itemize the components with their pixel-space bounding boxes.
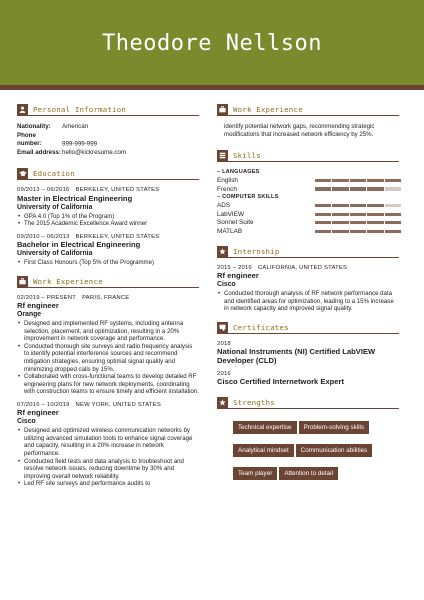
skill-row [217, 210, 399, 219]
skill-level-segment [367, 187, 383, 190]
skill-level-segment [350, 221, 366, 224]
work-role: Rf engineer [17, 301, 59, 311]
skill-level-segment [315, 213, 331, 216]
work-date: 07/2016 – 10/2019 [17, 401, 70, 408]
graduation-cap-icon [17, 168, 28, 179]
intern-company: Cisco [217, 281, 236, 289]
cert-year: 2016 [217, 370, 231, 377]
skill-level-bar [315, 230, 401, 233]
certificates-section [217, 322, 399, 387]
section-title: Internship [233, 246, 280, 256]
certificate-item [217, 341, 399, 366]
skill-level-segment [385, 179, 401, 182]
skill-level-bar [315, 179, 401, 182]
certificate-item [217, 371, 399, 387]
section-header [217, 150, 399, 162]
section-title: Education [33, 169, 75, 179]
skill-level-segment [350, 179, 366, 182]
work-company: Cisco [17, 418, 36, 426]
skill-level-segment [315, 179, 331, 182]
work-bullets [17, 320, 199, 396]
bullet-item: • Conducted thorough analysis of RF network performance data and identified areas for optimization, leading to a 15% increase in network capacity and improved signal quality. [217, 290, 399, 313]
skill-level-segment [367, 204, 383, 207]
strength-tag: Technical expertise [233, 421, 297, 434]
skill-name: English [217, 176, 238, 184]
strengths-section [217, 397, 399, 485]
skill-level-segment [367, 213, 383, 216]
edu-location: BERKELEY, UNITED STATES [75, 233, 160, 240]
edu-school: University of California [17, 203, 93, 211]
skill-name: LabVIEW [217, 210, 244, 218]
skill-level-segment [332, 187, 348, 190]
skill-level-segment [367, 221, 383, 224]
internship-section [217, 246, 399, 313]
star-icon [217, 397, 228, 408]
edu-date: 09/2013 – 06/2016 [17, 187, 70, 194]
section-header [217, 246, 399, 258]
section-header [217, 322, 399, 334]
skill-level-segment [315, 204, 331, 207]
bullet-item: • GPA 4.0 (Top 1% of the Program) [17, 213, 199, 221]
skill-level-segment [385, 204, 401, 207]
edu-degree: Bachelor in Electrical Engineering [17, 240, 141, 250]
section-title: Personal Information [33, 105, 126, 114]
section-header [217, 397, 399, 409]
section-title: Strengths [233, 398, 275, 408]
edu-location: BERKELEY, UNITED STATES [75, 187, 160, 194]
work-bullets [17, 427, 199, 488]
right-column [217, 104, 399, 485]
bullet-item: • First Class Honours (Top 5% of the Programme) [17, 259, 199, 267]
skill-name: French [217, 185, 237, 193]
intern-bullets [217, 290, 399, 313]
info-row: Email address:hello@kickresume.com [17, 148, 127, 156]
skill-name: MATLAB [217, 227, 243, 235]
skill-level-segment [385, 230, 401, 233]
work-location: NEW YORK, UNITED STATES [75, 401, 161, 408]
skill-level-segment [350, 204, 366, 207]
skill-level-segment [350, 213, 366, 216]
skill-level-bar [315, 204, 401, 207]
skill-row [217, 227, 399, 236]
work-date: 02/2019 – PRESENT [17, 294, 77, 301]
section-title: Skills [233, 151, 261, 161]
header-divider [0, 85, 424, 90]
skill-level-bar [315, 221, 401, 224]
skill-level-segment [332, 179, 348, 182]
education-section [17, 168, 199, 266]
strength-tag: Team player [233, 467, 277, 480]
skill-category: – LANGUAGES [217, 169, 260, 176]
strength-tag: Analytical mindset [233, 444, 294, 457]
skill-level-segment [332, 230, 348, 233]
certificate-icon [217, 322, 228, 333]
section-header [17, 276, 199, 288]
skill-level-segment [315, 230, 331, 233]
edu-school: University of California [17, 250, 93, 258]
work-continued-text: identify potential network gaps, recommending strategic modifications that increased network efficiency by 25%. [224, 123, 375, 138]
work-item [17, 402, 199, 488]
skill-level-segment [315, 187, 331, 190]
section-title: Work Experience [233, 105, 303, 114]
education-item [17, 234, 199, 267]
cert-name: National Instruments (NI) Certified LabVIEW Developer (CLD) [217, 347, 376, 366]
skill-level-bar [315, 213, 401, 216]
info-row: Nationality: American [17, 123, 89, 130]
edu-date: 09/2010 – 06/2013 [17, 233, 70, 240]
bullet-item: • The 2015 Academic Excellence Award winner [17, 220, 199, 228]
section-header [17, 104, 199, 116]
skills-section [217, 150, 399, 236]
skill-level-segment [332, 221, 348, 224]
person-icon [17, 104, 28, 115]
work-role: Rf engineer [17, 408, 59, 418]
star-icon [217, 246, 228, 257]
strength-tag: Attention to detail [279, 467, 338, 480]
section-header [17, 168, 199, 180]
bullet-item: • Conducted thorough site surveys and radio frequency analysis to identify potential interference sources and recommend mitigation strategies, ensuring optimal signal quality and minimizing dropped calls by 15%. [17, 343, 199, 373]
edu-degree: Master in Electrical Engineering [17, 193, 133, 203]
intern-location: CALIFORNIA, UNITED STATES [257, 264, 348, 271]
skill-level-segment [385, 187, 401, 190]
skill-row [217, 176, 399, 185]
work-experience-section [17, 276, 199, 488]
intern-date: 2015 – 2016 [217, 264, 252, 271]
strength-tag: Problem-solving skills [299, 421, 370, 434]
section-header [217, 104, 399, 116]
education-item [17, 187, 199, 227]
skill-row [217, 185, 399, 194]
bullet-item: • Led RF site surveys and performance audits to [17, 480, 199, 488]
work-location: PARIS, FRANCE [82, 294, 130, 301]
strength-tags [217, 416, 399, 485]
personal-info-section [17, 104, 199, 157]
section-title: Certificates [233, 322, 289, 332]
section-title: Work Experience [33, 276, 103, 286]
skill-row [217, 201, 399, 210]
skills-icon [217, 150, 228, 161]
bullet-item: • Designed and optimized wireless communication networks by utilizing advanced simulation tools to enhance signal coverage and capacity, resulting in a 20% increase in network performance. [17, 427, 199, 457]
skill-level-segment [367, 230, 383, 233]
skill-category: – COMPUTER SKILLS [217, 194, 279, 201]
candidate-name: Theodore Nellson [102, 31, 322, 56]
skill-level-segment [385, 213, 401, 216]
strength-tag: Communication abilities [296, 444, 373, 457]
skill-row [217, 219, 399, 228]
briefcase-icon [217, 104, 228, 115]
bullet-item: • Designed and implemented RF systems, including antenna selection, placement, and optimization, resulting in a 20% improvement in network coverage and performance. [17, 320, 199, 343]
skill-level-segment [332, 213, 348, 216]
skill-level-bar [315, 187, 401, 190]
intern-role: Rf engineer [217, 271, 259, 281]
skill-level-segment [315, 221, 331, 224]
left-column [17, 104, 199, 488]
cert-year: 2018 [217, 340, 231, 347]
skill-level-segment [350, 230, 366, 233]
bullet-item: • Conducted field tests and data analysis to troubleshoot and resolve network issues, reducing downtime by 30% and improving overall network reliability. [17, 458, 199, 481]
skill-level-segment [367, 179, 383, 182]
briefcase-icon [17, 276, 28, 287]
skill-name: ADS [217, 202, 231, 210]
bullet-item: • Collaborated with cross-functional teams to develop detailed RF engineering plans for new network deployments, coordinating with construction teams to ensure timely and efficient installation. [17, 373, 199, 396]
cert-name: Cisco Certified Internetwork Expert [217, 377, 345, 387]
info-row: Phone number: 999-999-999 [17, 131, 98, 148]
skill-level-segment [350, 187, 366, 190]
skill-name: Sonnet Suite [217, 219, 254, 227]
edu-bullets [17, 213, 199, 228]
skill-level-segment [385, 221, 401, 224]
skill-level-segment [332, 204, 348, 207]
work-experience-continued-section [217, 104, 399, 138]
work-item [17, 295, 199, 396]
work-company: Orange [17, 311, 42, 319]
edu-bullets [17, 259, 199, 267]
